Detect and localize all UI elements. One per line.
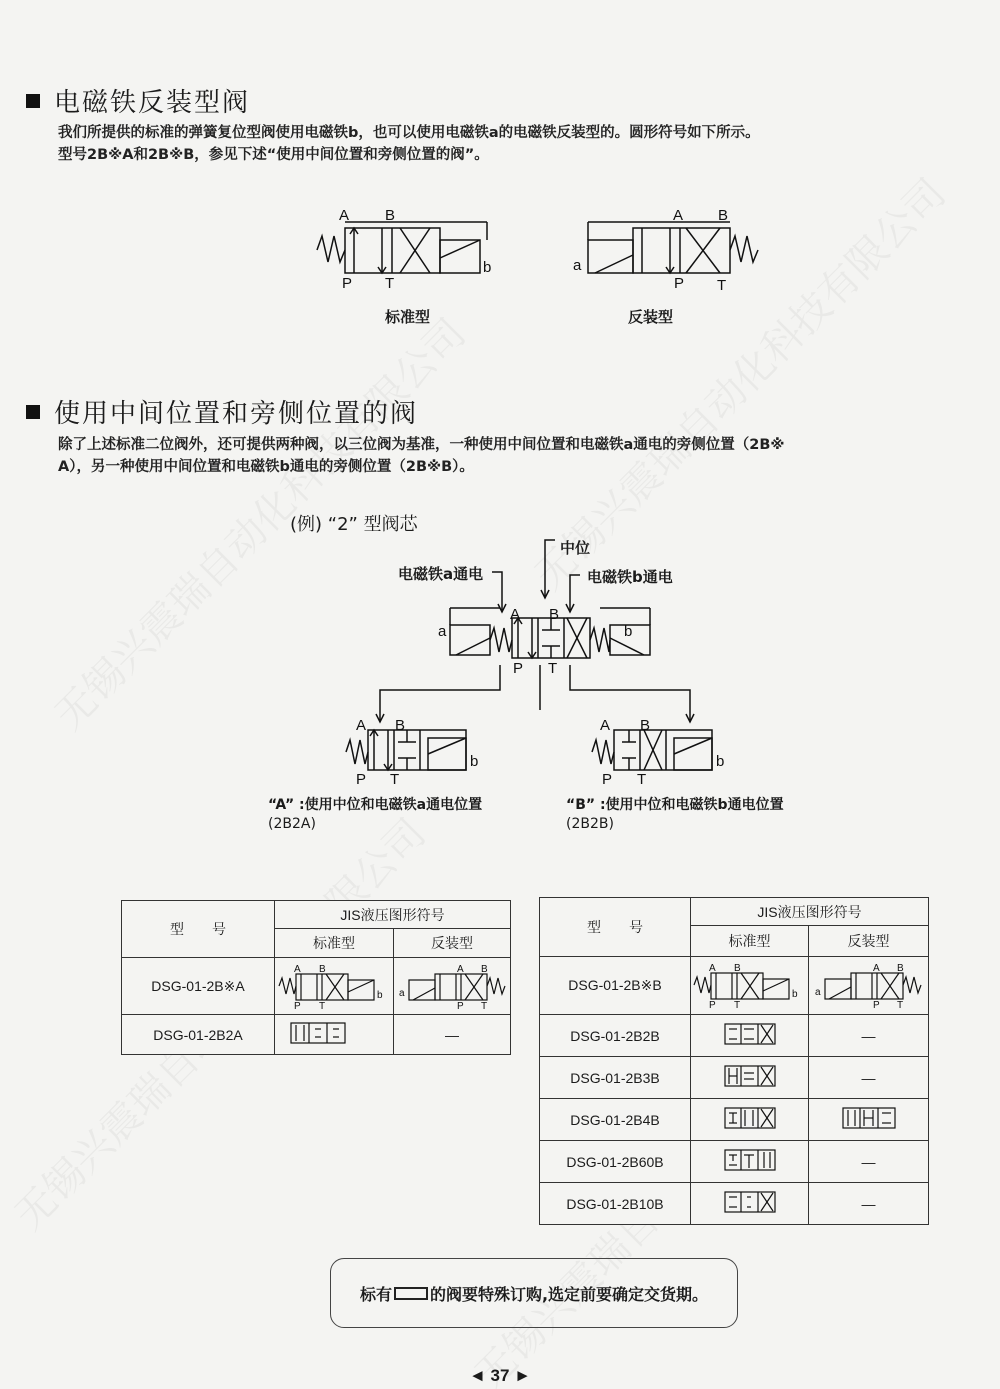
section1-heading	[26, 82, 250, 119]
model-cell: DSG-01-2B※A	[122, 958, 275, 1015]
port-label-T: T	[734, 1000, 741, 1009]
section1-title: 电磁铁反装型阀	[54, 88, 251, 118]
port-label-P: P	[674, 275, 685, 292]
note-text-before: 标有	[359, 1284, 392, 1304]
label-center: 中位	[560, 539, 591, 557]
model-cell: DSG-01-2B2B	[540, 1015, 691, 1057]
port-label-T: T	[390, 771, 400, 788]
standard-symbol-cell	[691, 1141, 809, 1183]
reverse-symbol-cell	[394, 958, 511, 1015]
model-cell: DSG-01-2B60B	[540, 1141, 691, 1183]
port-label-P: P	[602, 771, 613, 788]
port-label-B: B	[640, 717, 651, 734]
port-label-A: A	[873, 963, 880, 974]
section2-heading	[26, 393, 418, 430]
caption-a-model: (2B2A)	[268, 816, 316, 832]
table-row	[122, 1015, 511, 1055]
port-label-A: A	[709, 963, 716, 974]
valve-symbol-icon	[811, 959, 926, 1009]
table-header-model: 型 号	[122, 901, 275, 958]
reverse-symbol-cell: —	[394, 1015, 511, 1055]
port-label-B: B	[718, 207, 729, 224]
port-label-P: P	[513, 660, 524, 677]
port-label-P: P	[709, 1000, 716, 1009]
port-label-b: b	[716, 753, 725, 770]
reverse-symbol-cell: —	[809, 1015, 929, 1057]
model-cell: DSG-01-2B2A	[122, 1015, 275, 1055]
label-solenoid-a: 电磁铁a通电	[398, 565, 484, 583]
table-row	[540, 1183, 929, 1225]
port-label-b: b	[470, 753, 479, 770]
valve-symbol-icon	[692, 959, 807, 1009]
port-label-a: a	[398, 987, 405, 999]
port-label-T: T	[385, 275, 395, 292]
port-label-P: P	[873, 1000, 880, 1009]
outlined-box-icon	[394, 1287, 428, 1300]
port-label-B: B	[395, 717, 406, 734]
standard-symbol-cell	[275, 1015, 394, 1055]
bullet-square-icon	[26, 94, 40, 108]
port-label-B: B	[897, 963, 904, 974]
port-label-a: a	[815, 987, 821, 998]
port-label-P: P	[456, 1000, 464, 1010]
port-label-T: T	[717, 277, 727, 294]
caption-b: “B” :使用中位和电磁铁b通电位置	[566, 797, 784, 813]
port-label-a: a	[573, 257, 582, 274]
port-label-b: b	[376, 989, 383, 1001]
port-label-T: T	[897, 1000, 904, 1009]
standard-symbol-cell	[691, 1183, 809, 1225]
spool-symbol-icon	[724, 1023, 776, 1045]
port-label-a: a	[438, 623, 447, 640]
valve-symbol-icon	[277, 960, 392, 1010]
standard-symbol-cell	[691, 957, 809, 1015]
model-table-left	[121, 900, 511, 1055]
standard-symbol-cell	[691, 1057, 809, 1099]
port-label-B: B	[318, 963, 326, 975]
table-header-jis: JIS液压图形符号	[691, 898, 929, 926]
port-label-T: T	[637, 771, 647, 788]
model-table-right	[539, 897, 929, 1225]
spool-symbol-icon	[842, 1107, 896, 1129]
reverse-symbol-cell	[809, 957, 929, 1015]
port-label-B: B	[549, 606, 560, 623]
reverse-valve-symbol	[570, 200, 760, 295]
caption-a-block	[268, 796, 482, 834]
label-solenoid-b: 电磁铁b通电	[587, 568, 673, 586]
model-cell: DSG-01-2B3B	[540, 1057, 691, 1099]
table-header-model: 型 号	[540, 898, 691, 957]
three-position-valve-diagram	[260, 530, 820, 790]
port-label-A: A	[600, 717, 611, 734]
reverse-symbol-cell	[809, 1099, 929, 1141]
spool-symbol-icon	[724, 1065, 776, 1087]
port-label-B: B	[480, 963, 488, 975]
caption-reverse: 反装型	[628, 308, 674, 326]
standard-symbol-cell	[691, 1015, 809, 1057]
note-text-after: 的阀要特殊订购,选定前要确定交货期。	[429, 1284, 709, 1304]
port-label-A: A	[673, 207, 684, 224]
caption-a: “A” :使用中位和电磁铁a通电位置	[268, 797, 483, 813]
spool-symbol-icon	[724, 1149, 776, 1171]
spool-symbol-icon	[724, 1191, 776, 1213]
port-label-b: b	[792, 989, 798, 1000]
section2-paragraph	[58, 434, 983, 478]
port-label-P: P	[356, 771, 367, 788]
section2-para-line2: A），另一种使用中间位置和电磁铁b通电的旁侧位置（2B※B）。	[58, 459, 474, 475]
port-label-T: T	[318, 1000, 325, 1010]
reverse-symbol-cell: —	[809, 1183, 929, 1225]
port-label-A: A	[293, 963, 301, 975]
port-label-b: b	[624, 623, 633, 640]
reverse-symbol-cell: —	[809, 1057, 929, 1099]
bullet-square-icon	[26, 405, 40, 419]
special-order-note	[330, 1258, 738, 1328]
caption-b-block	[566, 796, 784, 834]
section2-para-line1: 除了上述标准二位阀外，还可提供两种阀，以三位阀为基准，一种使用中间位置和电磁铁a通电的旁侧位置（2B※	[58, 437, 785, 453]
section1-para-line2: 型号2B※A和2B※B，参见下述“使用中间位置和旁侧位置的阀”。	[58, 147, 489, 163]
table-row	[540, 957, 929, 1015]
standard-valve-symbol	[315, 200, 505, 295]
spool-symbol-icon	[289, 1021, 349, 1045]
caption-standard: 标准型	[385, 308, 431, 326]
port-label-A: A	[339, 207, 350, 224]
table-header-jis: JIS液压图形符号	[275, 901, 511, 929]
port-label-b: b	[483, 259, 492, 276]
model-cell: DSG-01-2B4B	[540, 1099, 691, 1141]
model-cell: DSG-01-2B※B	[540, 957, 691, 1015]
table-header-reverse: 反装型	[809, 926, 929, 957]
page-number: ◄ 37 ►	[468, 1366, 531, 1385]
port-label-T: T	[548, 660, 558, 677]
port-label-B: B	[734, 963, 741, 974]
table-row	[540, 1057, 929, 1099]
valve-symbol-icon	[395, 960, 510, 1010]
table-header-reverse: 反装型	[394, 929, 511, 958]
spool-symbol-icon	[724, 1107, 776, 1129]
table-row	[540, 1099, 929, 1141]
port-label-T: T	[480, 1000, 487, 1010]
model-cell: DSG-01-2B10B	[540, 1183, 691, 1225]
section1-para-line1: 我们所提供的标准的弹簧复位型阀使用电磁铁b，也可以使用电磁铁a的电磁铁反装型的。圆形符号如下所示。	[58, 125, 760, 141]
section2-title: 使用中间位置和旁侧位置的阀	[54, 399, 419, 429]
standard-symbol-cell	[275, 958, 394, 1015]
table-header-standard: 标准型	[691, 926, 809, 957]
table-row	[540, 1141, 929, 1183]
example-title: (例) “2” 型阀芯	[290, 514, 418, 535]
section1-paragraph	[58, 122, 978, 166]
table-header-standard: 标准型	[275, 929, 394, 958]
table-row	[122, 958, 511, 1015]
port-label-B: B	[385, 207, 396, 224]
port-label-A: A	[356, 717, 367, 734]
port-label-A: A	[510, 606, 521, 623]
reverse-symbol-cell: —	[809, 1141, 929, 1183]
table-row	[540, 1015, 929, 1057]
port-label-A: A	[456, 963, 464, 975]
port-label-P: P	[293, 1000, 301, 1010]
standard-symbol-cell	[691, 1099, 809, 1141]
caption-b-model: (2B2B)	[566, 816, 614, 832]
port-label-P: P	[342, 275, 353, 292]
